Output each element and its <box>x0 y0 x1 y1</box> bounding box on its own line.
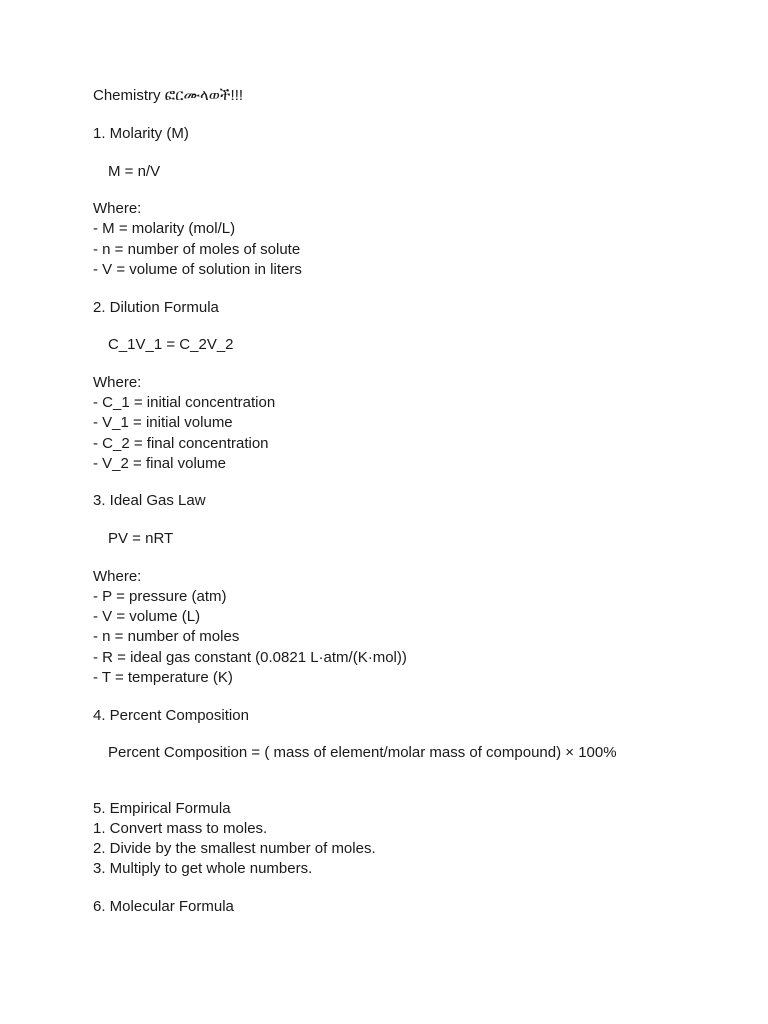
definition-item: - V = volume (L) <box>93 608 201 625</box>
definition-item: - V_2 = final volume <box>93 455 226 472</box>
definition-item: - n = number of moles <box>93 628 240 645</box>
formula-ideal-gas-law: PV = nRT <box>108 530 174 547</box>
definition-item: - V_1 = initial volume <box>93 414 233 431</box>
definition-item: - T = temperature (K) <box>93 669 233 686</box>
definition-item: - n = number of moles of solute <box>93 241 301 258</box>
definition-item: - V = volume of solution in liters <box>93 261 302 278</box>
definition-item: - C_1 = initial concentration <box>93 394 276 411</box>
section-heading-molarity: 1. Molarity (M) <box>93 125 189 142</box>
section-heading-ideal-gas-law: 3. Ideal Gas Law <box>93 492 206 509</box>
definition-item: - M = molarity (mol/L) <box>93 220 236 237</box>
where-label: Where: <box>93 374 142 391</box>
section-heading-dilution: 2. Dilution Formula <box>93 299 219 316</box>
formula-molarity: M = n/V <box>108 163 161 180</box>
document-title: Chemistry ፎርሙላወች!!! <box>93 87 244 104</box>
formula-percent-composition: Percent Composition = ( mass of element/molar mass of compound) × 100% <box>108 744 617 761</box>
definition-item: - R = ideal gas constant (0.0821 L·atm/(K·mol)) <box>93 649 407 666</box>
step-item: 1. Convert mass to moles. <box>93 820 268 837</box>
definition-item: - C_2 = final concentration <box>93 435 269 452</box>
step-item: 2. Divide by the smallest number of moles. <box>93 840 376 857</box>
section-heading-empirical-formula: 5. Empirical Formula <box>93 800 231 817</box>
formula-dilution: C_1V_1 = C_2V_2 <box>108 336 234 353</box>
where-label: Where: <box>93 568 142 585</box>
step-item: 3. Multiply to get whole numbers. <box>93 860 313 877</box>
where-label: Where: <box>93 200 142 217</box>
definition-item: - P = pressure (atm) <box>93 588 227 605</box>
section-heading-percent-composition: 4. Percent Composition <box>93 707 249 724</box>
section-heading-molecular-formula: 6. Molecular Formula <box>93 898 234 915</box>
